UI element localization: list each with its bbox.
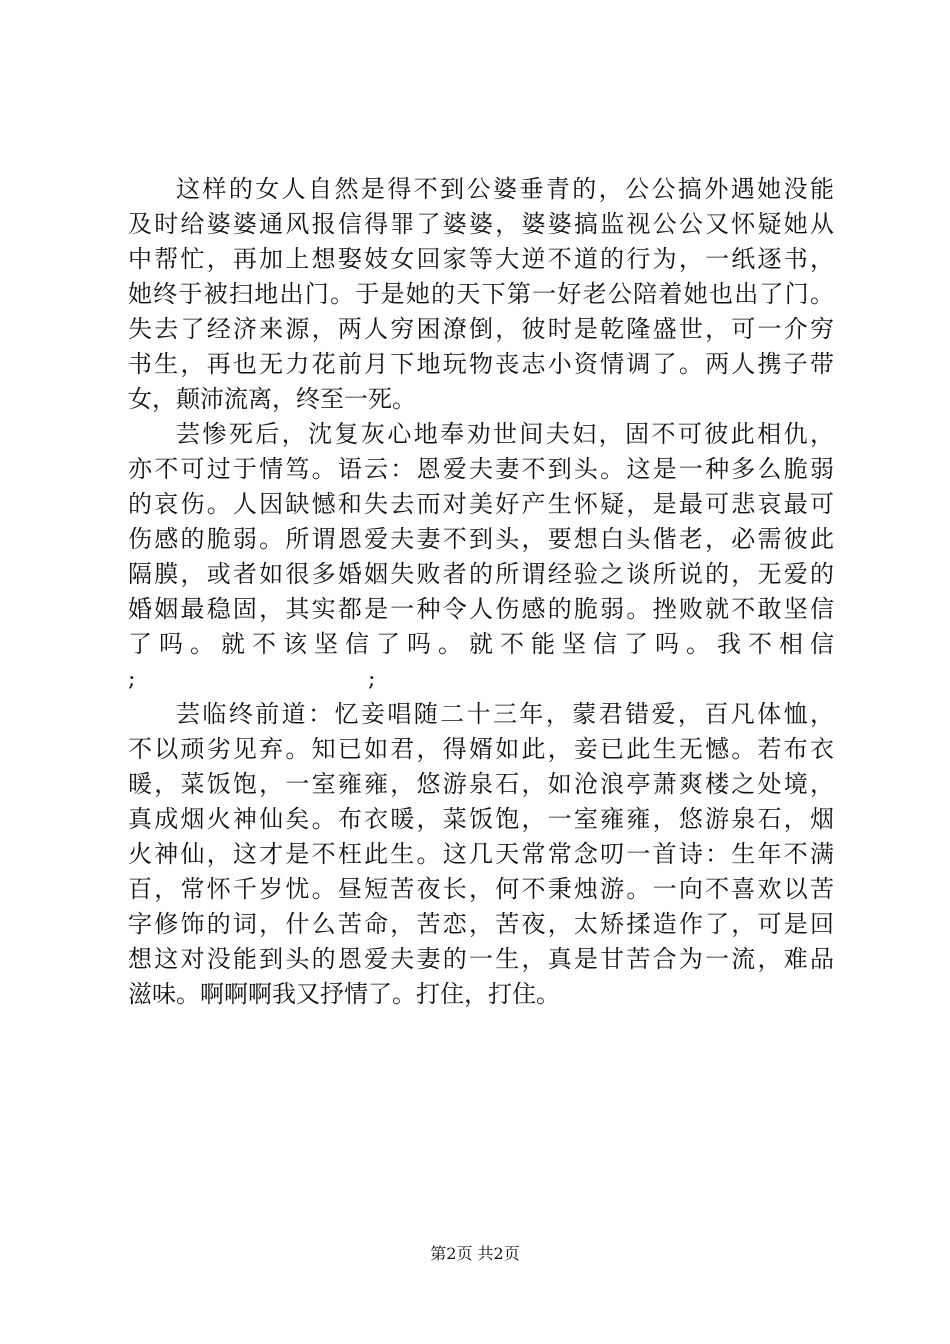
paragraph-line: 这样的女人自然是得不到公婆垂青的，公公搞外遇她没能 — [176, 175, 834, 203]
paragraph-line: 及时给婆婆通风报信得罪了婆婆，婆婆搞监视公公又怀疑她从 — [128, 210, 834, 238]
paragraph-line: 中帮忙，再加上想娶妓女回家等大逆不道的行为，一纸逐书， — [128, 245, 834, 273]
paragraph-line: 不以顽劣见弃。知已如君，得婿如此，妾已此生无憾。若布衣 — [128, 735, 834, 763]
paragraph-line: 芸临终前道：忆妾唱随二十三年，蒙君错爱，百凡体恤， — [176, 700, 834, 728]
paragraph-line: 她终于被扫地出门。于是她的天下第一好老公陪着她也出了门。 — [128, 280, 834, 308]
paragraph-line: 想这对没能到头的恩爱夫妻的一生，真是甘苦合为一流，难品 — [128, 945, 834, 973]
paragraph-2 — [128, 417, 834, 697]
paragraph-line: 婚姻最稳固，其实都是一种令人伤感的脆弱。挫败就不敢坚信 — [128, 595, 834, 623]
paragraph-line: 真成烟火神仙矣。布衣暖，菜饭饱，一室雍雍，悠游泉石，烟 — [128, 805, 834, 833]
paragraph-line: 隔膜，或者如很多婚姻失败者的所谓经验之谈所说的，无爱的 — [128, 560, 834, 588]
paragraph-line: 失去了经济来源，两人穷困潦倒，彼时是乾隆盛世，可一介穷 — [128, 315, 834, 343]
paragraph-line: 滋味。啊啊啊我又抒情了。打住，打住。 — [128, 980, 560, 1008]
semicolon: ; — [128, 667, 136, 692]
paragraph-3 — [128, 697, 834, 1012]
paragraph-1 — [128, 172, 834, 417]
paragraph-line: 亦不可过于情笃。语云：恩爱夫妻不到头。这是一种多么脆弱 — [128, 455, 834, 483]
body-text — [128, 172, 834, 1012]
semicolon: ; — [368, 667, 376, 692]
paragraph-line: 暖，菜饭饱，一室雍雍，悠游泉石，如沧浪亭萧爽楼之处境， — [128, 770, 834, 798]
paragraph-line: 火神仙，这才是不枉此生。这几天常常念叨一首诗：生年不满 — [128, 840, 834, 868]
paragraph-line: 字修饰的词，什么苦命，苦恋，苦夜，太矫揉造作了，可是回 — [128, 910, 834, 938]
paragraph-line: 伤感的脆弱。所谓恩爱夫妻不到头，要想白头偕老，必需彼此 — [128, 525, 834, 553]
paragraph-line: 的哀伤。人因缺憾和失去而对美好产生怀疑，是最可悲哀最可 — [128, 490, 834, 518]
paragraph-line: 女，颠沛流离，终至一死。 — [128, 385, 416, 413]
paragraph-line: 了吗。就不该坚信了吗。就不能坚信了吗。我不相信 — [128, 630, 834, 658]
page-footer: 第2页 共2页 — [430, 1244, 520, 1263]
paragraph-line: 百，常怀千岁忧。昼短苦夜长，何不秉烛游。一向不喜欢以苦 — [128, 875, 834, 903]
trailing-semicolons — [128, 662, 834, 697]
paragraph-line: 芸惨死后，沈复灰心地奉劝世间夫妇，固不可彼此相仇， — [176, 420, 834, 448]
paragraph-line: 书生，再也无力花前月下地玩物丧志小资情调了。两人携子带 — [128, 350, 834, 378]
